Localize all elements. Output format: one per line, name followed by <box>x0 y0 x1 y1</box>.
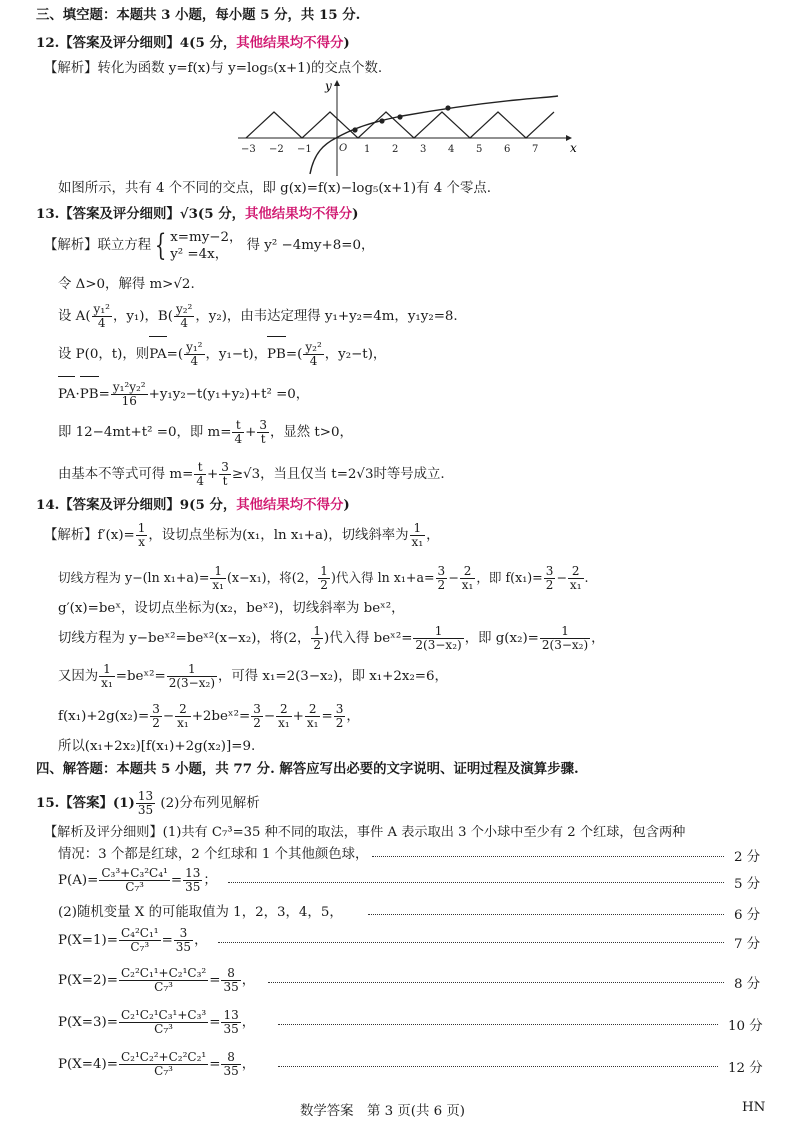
leader-dots <box>228 882 724 884</box>
x-tick: 1 <box>364 144 371 155</box>
q12-conclusion: 如图所示，共有 4 个不同的交点，即 g(x)=f(x)−log₅(x+1)有 4 个零点. <box>58 181 491 196</box>
fraction-denominator: x₁ <box>461 578 474 592</box>
score-mark: 6 分 <box>734 908 761 923</box>
q13-line-6: 即 12−4mt+t² =0，即 m= $\frac{t}{4}$ + $\frac{3}{t}$ ，显然 t>0， <box>58 418 353 446</box>
fraction <box>276 703 292 730</box>
q13-line-5: PA·PB= $\frac{\text{y₁²y₂²}}{16}$ +y₁y₂−t(y₁+y₂)+t² =0， <box>58 378 309 412</box>
fraction <box>540 625 590 652</box>
q15-line-2: 情况：3 个都是红球，2 个红球和 1 个其他颜色球， <box>58 847 369 862</box>
fraction-numerator: 3 <box>174 927 193 941</box>
fraction-denominator: 4 <box>190 354 199 368</box>
vector-pb: PB <box>267 338 286 372</box>
fraction-denominator: 35 <box>185 880 201 894</box>
fraction-denominator: 35 <box>223 1064 239 1078</box>
fraction-numerator: 13 <box>223 1008 239 1022</box>
section-3-header: 三、填空题：本题共 3 小题，每小题 5 分，共 15 分. <box>36 7 361 23</box>
fraction-numerator: 1 <box>167 663 217 677</box>
vector-pb: PB <box>80 378 99 412</box>
fraction-numerator: 3 <box>437 564 446 578</box>
fraction-denominator: t <box>260 432 266 446</box>
x-tick: 5 <box>476 144 483 155</box>
fraction-denominator: C₇³ <box>130 940 150 954</box>
fraction <box>111 381 148 408</box>
q13-line-7: 由基本不等式可得 m= $\frac{t}{4}$ + $\frac{3}{t}$ ≥√3，当且仅当 t=2√3时等号成立. <box>58 460 445 488</box>
fraction <box>210 565 226 592</box>
fraction-denominator: 2 <box>253 716 261 730</box>
fraction-numerator: 3 <box>253 702 261 716</box>
fraction-numerator: 1 <box>99 663 115 677</box>
fraction-denominator: x₁ <box>278 716 290 730</box>
fraction-denominator: 4 <box>97 316 106 330</box>
fraction-denominator: C₇³ <box>125 880 144 894</box>
section-4-header: 四、解答题：本题共 5 小题，共 77 分. 解答应写出必要的文字说明、证明过程及演算步骤. <box>36 761 579 777</box>
q14-line-6: f(x₁)+2g(x₂)= $\frac{3}{2}$ − $\frac{2}{\text{x₁}}$ +2beˣ²= $\frac{3}{2}$ − $\frac{2}{\text{x₁}}$ + $\frac{2}{\text{x₁}}$ = $\frac{3}{2}$ ， <box>58 702 360 730</box>
fraction-numerator: 13 <box>137 789 154 803</box>
q13-heading: 13.【答案及评分细则】√3(5 分，其他结果均不得分) <box>36 206 359 222</box>
x-tick: 2 <box>392 144 399 155</box>
fraction-numerator: 1 <box>320 564 328 578</box>
fraction-denominator: 35 <box>137 803 154 817</box>
x-axis-label: x <box>570 141 577 155</box>
fraction-numerator: y₂² <box>175 302 193 316</box>
fraction <box>232 419 244 446</box>
fraction-denominator: 35 <box>223 1022 239 1036</box>
fraction-numerator: 3 <box>335 702 344 716</box>
leader-dots <box>268 982 724 984</box>
fraction <box>568 565 584 592</box>
fraction <box>136 522 148 549</box>
fraction <box>413 625 463 652</box>
fraction-numerator: y₁²y₂² <box>112 380 146 394</box>
q14-line-1: 【解析】f′(x)= $\frac{1}{x}$ ，设切点坐标为(x₁，ln x₁+a)，切线斜率为 $\frac{1}{\text{x₁}}$ ， <box>44 521 440 549</box>
y-axis-label: y <box>325 79 332 93</box>
fraction-numerator: y₂² <box>305 340 322 354</box>
fraction-numerator: 3 <box>152 702 160 716</box>
fraction-numerator: y₁² <box>186 340 203 354</box>
fraction-numerator: 1 <box>540 625 590 639</box>
fraction-denominator: 4 <box>309 354 318 368</box>
q15-heading: 15.【答案】(1) $\frac{13}{35}$ (2)分布列见解析 <box>36 789 260 817</box>
q13-line-3: 设 A( $\frac{\text{y₁²}}{4}$ ，y₁)，B( $\frac{\text{y₂²}}{4}$ ，y₂)，由韦达定理得 y₁+y₂=4m，y₁y₂=8. <box>58 302 458 330</box>
y-axis-arrow <box>334 80 340 86</box>
fraction <box>136 790 155 817</box>
score-mark: 12 分 <box>728 1061 763 1076</box>
fraction <box>175 703 191 730</box>
intersection-point <box>352 127 357 132</box>
x-tick: 4 <box>448 144 455 155</box>
fraction <box>119 967 208 994</box>
fraction <box>119 1009 208 1036</box>
fraction-denominator: 4 <box>180 316 188 330</box>
q15-line-4: (2)随机变量 X 的可能取值为 1，2，3，4，5， <box>58 905 343 920</box>
x-tick: 3 <box>420 144 427 155</box>
fraction-numerator: 2 <box>175 703 191 717</box>
fraction <box>311 625 323 652</box>
fraction-numerator: C₃³+C₃²C₄¹ <box>101 866 168 880</box>
page-footer-code: HN <box>742 1100 766 1115</box>
fraction-denominator: 2 <box>313 638 321 652</box>
x-tick: −3 <box>241 144 256 155</box>
fraction-denominator: 2 <box>545 578 554 592</box>
q14-line-4: 切线方程为 y−beˣ²=beˣ²(x−x₂)，将(2， $\frac{1}{2}$ )代入得 beˣ²= $\frac{1}{\text{2(3−x₂)}}$ ，即 g(x₂)= $\frac{1}{\text{2(3−x₂)}}$ ， <box>58 624 605 652</box>
fraction <box>119 1051 208 1078</box>
q13-line-1: 【解析】联立方程 { x=my−2， y² =4x， 得 y² −4my+8=0， <box>44 227 375 263</box>
q15-line-7: P(X=3)= $\frac{\text{C₂¹C₂¹C₃¹+C₃³}}{\text{C₇³}}$ = $\frac{13}{35}$ ， <box>58 1008 256 1036</box>
fraction-denominator: x₁ <box>306 716 319 730</box>
log-curve <box>310 96 558 174</box>
fraction-numerator: 1 <box>137 521 146 535</box>
fraction <box>92 303 112 330</box>
fraction <box>221 1051 240 1078</box>
fraction-denominator: x₁ <box>411 535 424 549</box>
fraction <box>305 703 321 730</box>
equation-system: x=my−2， y² =4x， <box>170 229 243 262</box>
fraction-denominator: 4 <box>196 474 204 488</box>
x-tick: −2 <box>269 144 284 155</box>
fraction-denominator: x₁ <box>101 676 113 690</box>
fraction-numerator: 13 <box>185 866 201 880</box>
intersection-point <box>397 114 402 119</box>
fraction-denominator: t <box>222 474 228 488</box>
vector-pa: PA <box>149 338 166 372</box>
q15-line-6: P(X=2)= $\frac{\text{C₂²C₁¹+C₂¹C₃²}}{\text{C₇³}}$ = $\frac{8}{35}$ ， <box>58 966 256 994</box>
fraction-numerator: 8 <box>221 967 240 981</box>
x-tick: −1 <box>297 144 312 155</box>
fraction <box>460 565 476 592</box>
fraction-numerator: C₄²C₁¹ <box>120 926 159 940</box>
fraction-numerator: C₂¹C₂¹C₃¹+C₃³ <box>120 1008 207 1022</box>
q12-analysis: 【解析】转化为函数 y=f(x)与 y=log₅(x+1)的交点个数. <box>44 61 383 76</box>
fraction <box>251 703 263 730</box>
intersection-point <box>445 105 450 110</box>
fraction-numerator: 2 <box>305 703 321 717</box>
fraction <box>194 461 206 488</box>
fraction-denominator: 35 <box>223 980 239 994</box>
score-mark: 8 分 <box>734 977 761 992</box>
q13-grading-note: 其他结果均不得分 <box>245 206 353 222</box>
fraction-numerator: 3 <box>545 564 554 578</box>
fraction-denominator: 16 <box>121 394 137 408</box>
q12-grading-note: 其他结果均不得分 <box>236 35 344 51</box>
q13-line-4: 设 P(0，t)，则PA=( $\frac{\text{y₁²}}{4}$ ，y₁−t)，PB=( $\frac{\text{y₂²}}{4}$ ，y₂−t)， <box>58 338 386 372</box>
fraction <box>167 663 217 690</box>
leader-dots <box>372 856 724 858</box>
fraction-denominator: 2 <box>320 578 328 592</box>
x-tick: 6 <box>504 144 511 155</box>
fraction-denominator: 2(3−x₂) <box>415 638 462 652</box>
fraction <box>184 341 204 368</box>
fraction-numerator: 1 <box>413 625 463 639</box>
q15-line-8: P(X=4)= $\frac{\text{C₂¹C₂²+C₂²C₂¹}}{\text{C₇³}}$ = $\frac{8}{35}$ ， <box>58 1050 256 1078</box>
fraction <box>221 1009 240 1036</box>
q14-line-5: 又因为 $\frac{1}{\text{x₁}}$ =beˣ²= $\frac{1}{\text{2(3−x₂)}}$ ，可得 x₁=2(3−x₂)，即 x₁+2x₂=6， <box>58 662 448 690</box>
x-tick: O <box>339 143 348 154</box>
fraction-denominator: 4 <box>234 432 243 446</box>
fraction-denominator: x <box>138 535 145 549</box>
q15-line-3: P(A)= $\frac{\text{C₃³+C₃²C₄¹}}{\text{C₇³}}$ = $\frac{13}{35}$ ； <box>58 866 217 894</box>
fraction <box>436 565 448 592</box>
fraction-denominator: 2 <box>437 578 446 592</box>
fraction-numerator: 3 <box>259 418 267 432</box>
q14-line-2: 切线方程为 y−(ln x₁+a)= $\frac{1}{\text{x₁}}$ (x−x₁)，将(2， $\frac{1}{2}$ )代入得 ln x₁+a= $\frac{3}{2}$ − $\frac{2}{\text{x₁}}$ ，即 f(x₁)= $\frac{3}{2}$ − $\frac{2}{\text{x₁}}$ . <box>58 564 589 592</box>
fraction-denominator: x₁ <box>569 578 582 592</box>
fraction-denominator: x₁ <box>212 578 224 592</box>
q14-line-7: 所以(x₁+2x₂)[f(x₁)+2g(x₂)]=9. <box>58 739 256 754</box>
q13-line-2: 令 Δ>0，解得 m>√2. <box>58 277 195 292</box>
fraction-denominator: 2 <box>335 716 344 730</box>
left-brace: { <box>154 227 167 263</box>
fraction-numerator: C₂¹C₂²+C₂²C₂¹ <box>120 1050 207 1064</box>
fraction-numerator: 1 <box>210 565 226 579</box>
q14-line-3: g′(x)=beˣ，设切点坐标为(x₂，beˣ²)，切线斜率为 beˣ²， <box>58 601 405 616</box>
fraction <box>219 461 231 488</box>
leader-dots <box>278 1024 718 1026</box>
q14-heading: 14.【答案及评分细则】9(5 分，其他结果均不得分) <box>36 497 350 513</box>
fraction-numerator: 2 <box>460 565 476 579</box>
q12-function-graph <box>236 78 576 178</box>
fraction <box>174 303 194 330</box>
fraction <box>150 703 162 730</box>
score-mark: 7 分 <box>734 937 761 952</box>
vector-pa: PA <box>58 378 75 412</box>
score-mark: 10 分 <box>728 1019 763 1034</box>
fraction-numerator: 2 <box>568 565 584 579</box>
fraction-numerator: 2 <box>276 703 292 717</box>
q15-line-5: P(X=1)= $\frac{\text{C₄²C₁¹}}{\text{C₇³}}$ = $\frac{3}{35}$ ， <box>58 926 208 954</box>
fraction-denominator: C₇³ <box>154 1022 173 1036</box>
score-mark: 5 分 <box>734 877 761 892</box>
fraction <box>221 967 240 994</box>
q12-heading: 12.【答案及评分细则】4(5 分，其他结果均不得分) <box>36 35 350 51</box>
fraction-numerator: t <box>232 419 244 433</box>
fraction-denominator: 2(3−x₂) <box>541 638 589 652</box>
fraction-denominator: C₇³ <box>154 980 173 994</box>
fraction <box>303 341 323 368</box>
fraction-numerator: y₁² <box>93 302 110 316</box>
fraction-numerator: C₂²C₁¹+C₂¹C₃² <box>120 966 207 980</box>
fraction-denominator: C₇³ <box>154 1064 173 1078</box>
fraction <box>119 927 161 954</box>
q15-line-1: 【解析及评分细则】(1)共有 C₇³=35 种不同的取法，事件 A 表示取出 3 个小球中至少有 2 个红球，包含两种 <box>44 825 686 840</box>
fraction-denominator: 35 <box>175 940 192 954</box>
fraction-denominator: 2(3−x₂) <box>168 676 215 690</box>
fraction <box>183 867 202 894</box>
fraction-numerator: t <box>194 461 206 475</box>
q14-grading-note: 其他结果均不得分 <box>236 497 344 513</box>
fraction <box>257 419 269 446</box>
fraction-numerator: 3 <box>221 460 229 474</box>
fraction-denominator: x₁ <box>177 716 189 730</box>
fraction <box>174 927 193 954</box>
fraction-numerator: 1 <box>410 522 426 536</box>
score-mark: 2 分 <box>734 850 761 865</box>
fraction <box>318 565 330 592</box>
fraction <box>99 663 115 690</box>
page-footer: 数学答案 第 3 页(共 6 页) <box>300 1104 466 1119</box>
x-tick: 7 <box>532 144 539 155</box>
fraction <box>334 703 346 730</box>
fraction-denominator: 2 <box>152 716 160 730</box>
leader-dots <box>368 914 724 916</box>
fraction-numerator: 8 <box>221 1051 240 1065</box>
fraction <box>99 867 169 894</box>
leader-dots <box>278 1066 718 1068</box>
fraction <box>544 565 556 592</box>
intersection-point <box>379 118 384 123</box>
fraction-numerator: 1 <box>313 624 321 638</box>
leader-dots <box>218 942 724 944</box>
fraction <box>410 522 426 549</box>
